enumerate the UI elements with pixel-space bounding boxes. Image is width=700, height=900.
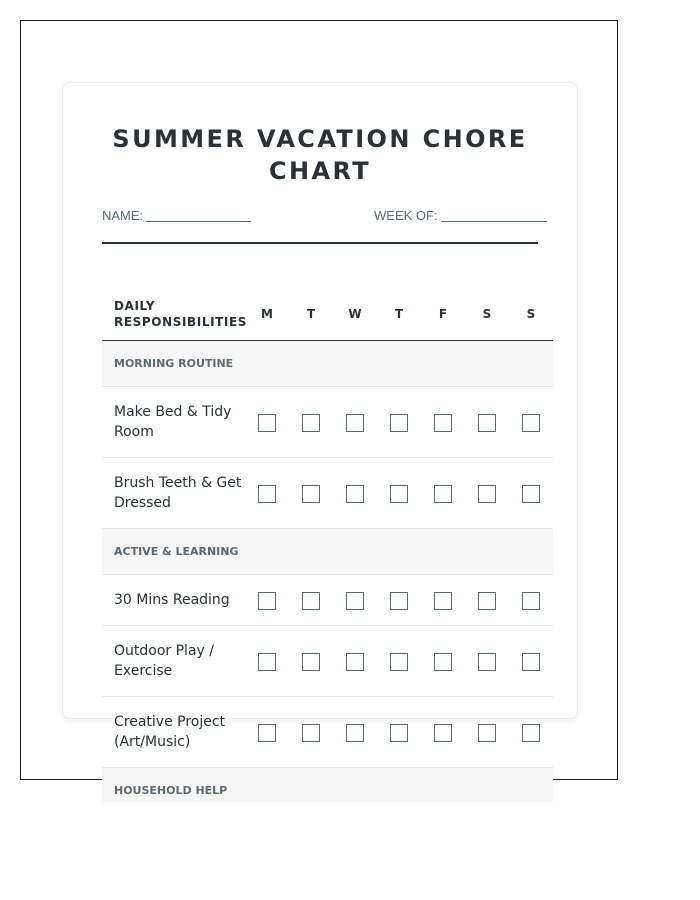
task-label: Outdoor Play / Exercise bbox=[102, 626, 245, 697]
task-label: Make Bed & Tidy Room bbox=[102, 387, 245, 458]
checkbox[interactable] bbox=[434, 485, 452, 503]
week-label: WEEK OF: bbox=[374, 208, 438, 223]
checkbox[interactable] bbox=[522, 485, 540, 503]
checkbox[interactable] bbox=[258, 414, 276, 432]
checkbox[interactable] bbox=[390, 414, 408, 432]
checkbox[interactable] bbox=[258, 724, 276, 742]
checkbox[interactable] bbox=[302, 724, 320, 742]
table-header-row bbox=[102, 288, 553, 341]
page-title: SUMMER VACATION CHORE CHART bbox=[112, 125, 528, 185]
week-blank-line[interactable] bbox=[441, 209, 547, 222]
checkbox[interactable] bbox=[478, 485, 496, 503]
name-label: NAME: bbox=[102, 208, 144, 223]
section-label: ACTIVE & LEARNING bbox=[102, 529, 553, 575]
week-field bbox=[374, 208, 547, 223]
checkbox[interactable] bbox=[434, 592, 452, 610]
chore-table bbox=[102, 288, 553, 802]
checkbox[interactable] bbox=[302, 592, 320, 610]
checkbox[interactable] bbox=[346, 485, 364, 503]
day-header: T bbox=[289, 288, 333, 341]
checkbox[interactable] bbox=[478, 414, 496, 432]
section-row bbox=[102, 768, 553, 803]
task-row bbox=[102, 626, 553, 697]
checkbox[interactable] bbox=[302, 485, 320, 503]
checkbox[interactable] bbox=[478, 724, 496, 742]
section-label: MORNING ROUTINE bbox=[102, 341, 553, 387]
checkbox[interactable] bbox=[346, 653, 364, 671]
task-label: Brush Teeth & Get Dressed bbox=[102, 458, 245, 529]
checkbox[interactable] bbox=[522, 724, 540, 742]
chore-table-container bbox=[102, 288, 553, 802]
section-row bbox=[102, 341, 553, 387]
name-field bbox=[102, 208, 251, 223]
day-header: S bbox=[509, 288, 553, 341]
task-row bbox=[102, 458, 553, 529]
checkbox[interactable] bbox=[346, 592, 364, 610]
checkbox[interactable] bbox=[522, 653, 540, 671]
checkbox[interactable] bbox=[434, 414, 452, 432]
checkbox[interactable] bbox=[478, 653, 496, 671]
day-header: M bbox=[245, 288, 289, 341]
checkbox[interactable] bbox=[434, 724, 452, 742]
day-header: T bbox=[377, 288, 421, 341]
day-header: S bbox=[465, 288, 509, 341]
task-row bbox=[102, 575, 553, 626]
checkbox[interactable] bbox=[258, 653, 276, 671]
checkbox[interactable] bbox=[302, 414, 320, 432]
checkbox[interactable] bbox=[390, 592, 408, 610]
day-header: F bbox=[421, 288, 465, 341]
checkbox[interactable] bbox=[390, 485, 408, 503]
section-label: HOUSEHOLD HELP bbox=[102, 768, 553, 803]
checkbox[interactable] bbox=[346, 414, 364, 432]
checkbox[interactable] bbox=[522, 414, 540, 432]
day-header: W bbox=[333, 288, 377, 341]
task-row bbox=[102, 387, 553, 458]
checkbox[interactable] bbox=[258, 592, 276, 610]
header-divider bbox=[102, 242, 538, 244]
checkbox[interactable] bbox=[346, 724, 364, 742]
checkbox[interactable] bbox=[390, 724, 408, 742]
section-row bbox=[102, 529, 553, 575]
checkbox[interactable] bbox=[522, 592, 540, 610]
checkbox[interactable] bbox=[434, 653, 452, 671]
checkbox[interactable] bbox=[302, 653, 320, 671]
checkbox[interactable] bbox=[390, 653, 408, 671]
checkbox[interactable] bbox=[478, 592, 496, 610]
task-row bbox=[102, 697, 553, 768]
task-label: Creative Project (Art/Music) bbox=[102, 697, 245, 768]
task-column-header: DAILY RESPONSIBILITIES bbox=[102, 288, 245, 341]
name-blank-line[interactable] bbox=[146, 209, 251, 222]
checkbox[interactable] bbox=[258, 485, 276, 503]
task-label: 30 Mins Reading bbox=[102, 575, 245, 626]
